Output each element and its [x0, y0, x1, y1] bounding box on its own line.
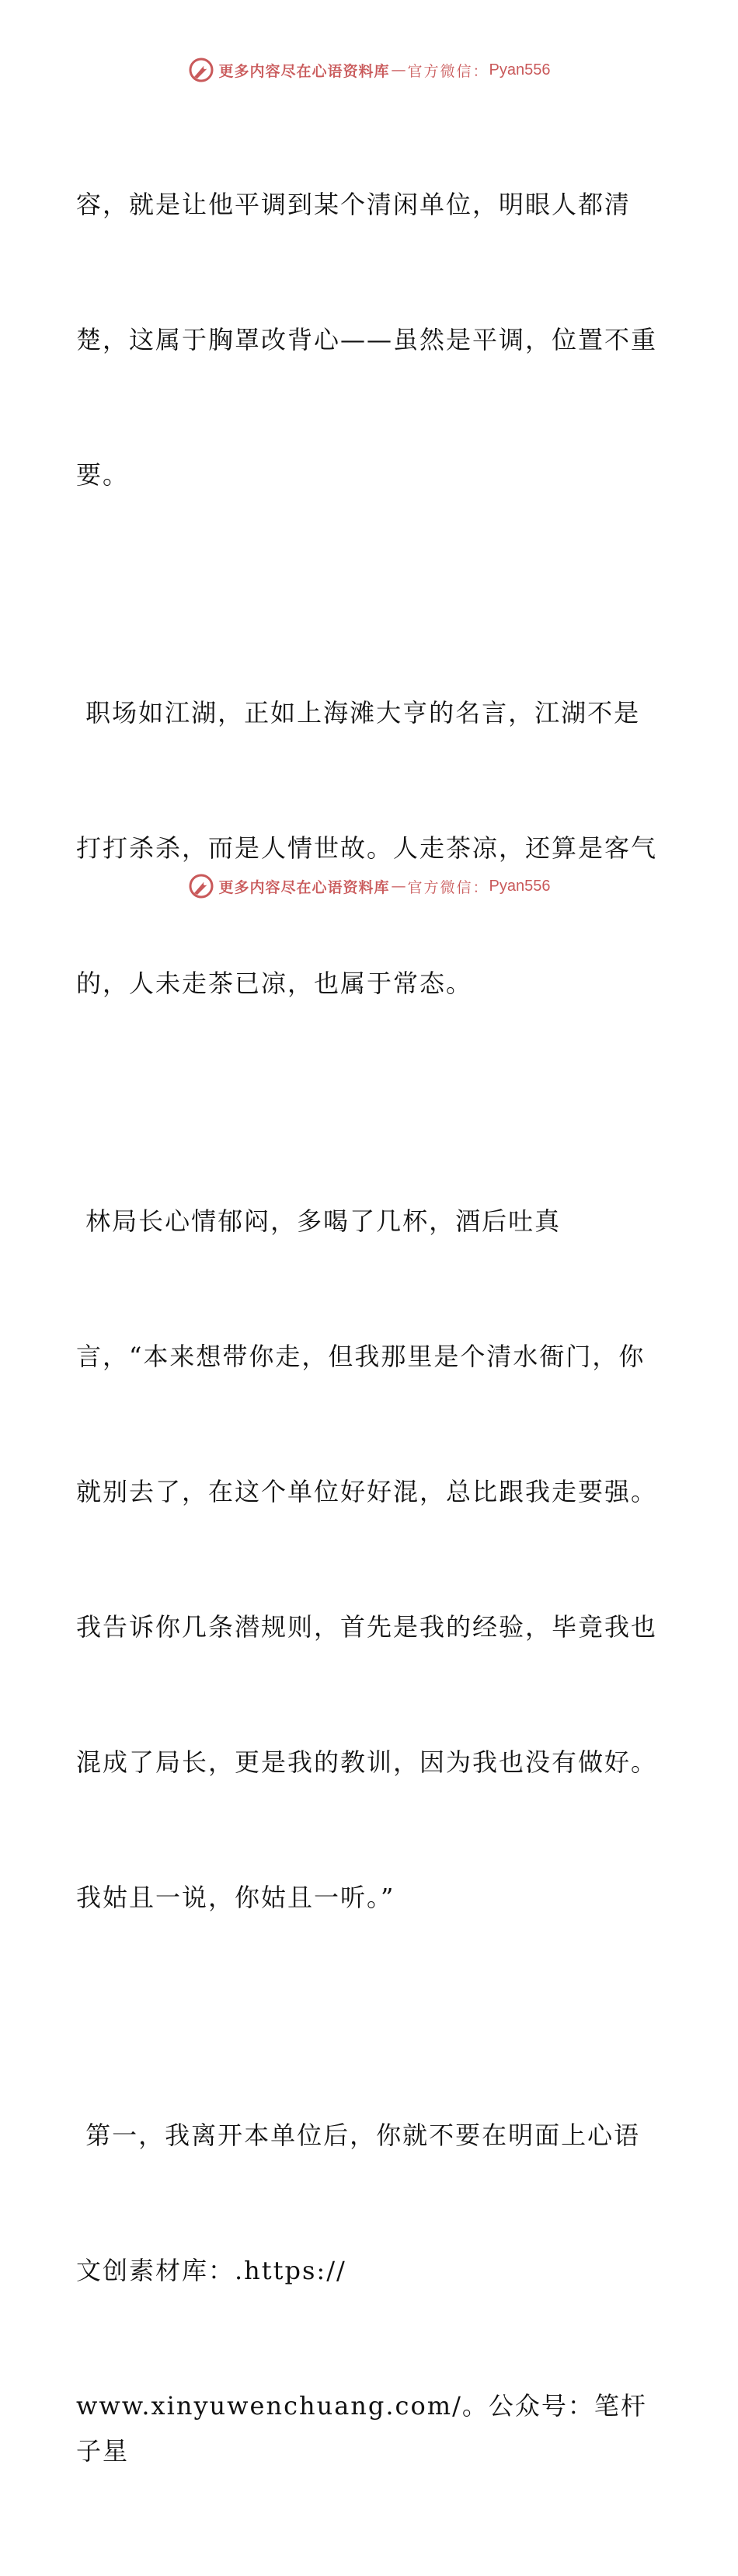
text-line: 的，人未走茶已凉，也属于常态。 — [76, 969, 473, 998]
watermark-wechat-label: 官方微信： — [407, 62, 489, 80]
pen-nib-icon — [188, 57, 214, 83]
text-line: 文创素材库：.https:// — [76, 2256, 346, 2285]
paragraph-4 — [76, 2023, 667, 2564]
text-line: 要。 — [76, 460, 130, 490]
watermark-separator: — — [391, 878, 406, 895]
text-line: 打打杀杀，而是人情世故。人走茶凉，还算是客气 — [76, 833, 658, 863]
text-line: 混成了局长，更是我的教训，因为我也没有做好。 — [76, 1747, 658, 1777]
text-line: 林局长心情郁闷，多喝了几杯，酒后吐真 — [76, 1206, 562, 1236]
text-line: 言，“本来想带你走，但我那里是个清水衙门，你 — [76, 1342, 646, 1371]
watermark-handle: Pyan556 — [489, 877, 551, 895]
text-line: 第一，我离开本单位后，你就不要在明面上心语 — [76, 2120, 641, 2150]
watermark-wechat-label: 官方微信： — [407, 878, 489, 896]
watermark-separator: — — [391, 61, 406, 79]
text-line: www.xinyuwenchuang.com/。公众号：笔杆子星 — [76, 2391, 647, 2466]
text-line: 我姑且一说，你姑且一听。” — [76, 1883, 395, 1912]
text-line: 职场如江湖，正如上海滩大亨的名言，江湖不是 — [76, 698, 641, 728]
watermark-handle: Pyan556 — [489, 61, 551, 79]
paragraph-3 — [76, 1108, 667, 2010]
pen-nib-icon — [188, 873, 214, 899]
text-line: 楚，这属于胸罩改背心——虽然是平调，位置不重 — [76, 325, 658, 354]
paragraph-2 — [76, 600, 667, 1096]
header-watermark — [0, 54, 738, 86]
watermark-brand: 更多内容尽在心语资料库 — [218, 62, 390, 80]
paragraph-1 — [76, 92, 667, 588]
text-line: 就别去了，在这个单位好好混，总比跟我走要强。 — [76, 1477, 658, 1506]
footer-watermark — [0, 871, 738, 902]
document-body — [76, 92, 667, 2576]
text-line: 容，就是让他平调到某个清闲单位，明眼人都清 — [76, 190, 632, 219]
watermark-brand: 更多内容尽在心语资料库 — [218, 878, 390, 896]
text-line: 我告诉你几条潜规则，首先是我的经验，毕竟我也 — [76, 1612, 658, 1642]
